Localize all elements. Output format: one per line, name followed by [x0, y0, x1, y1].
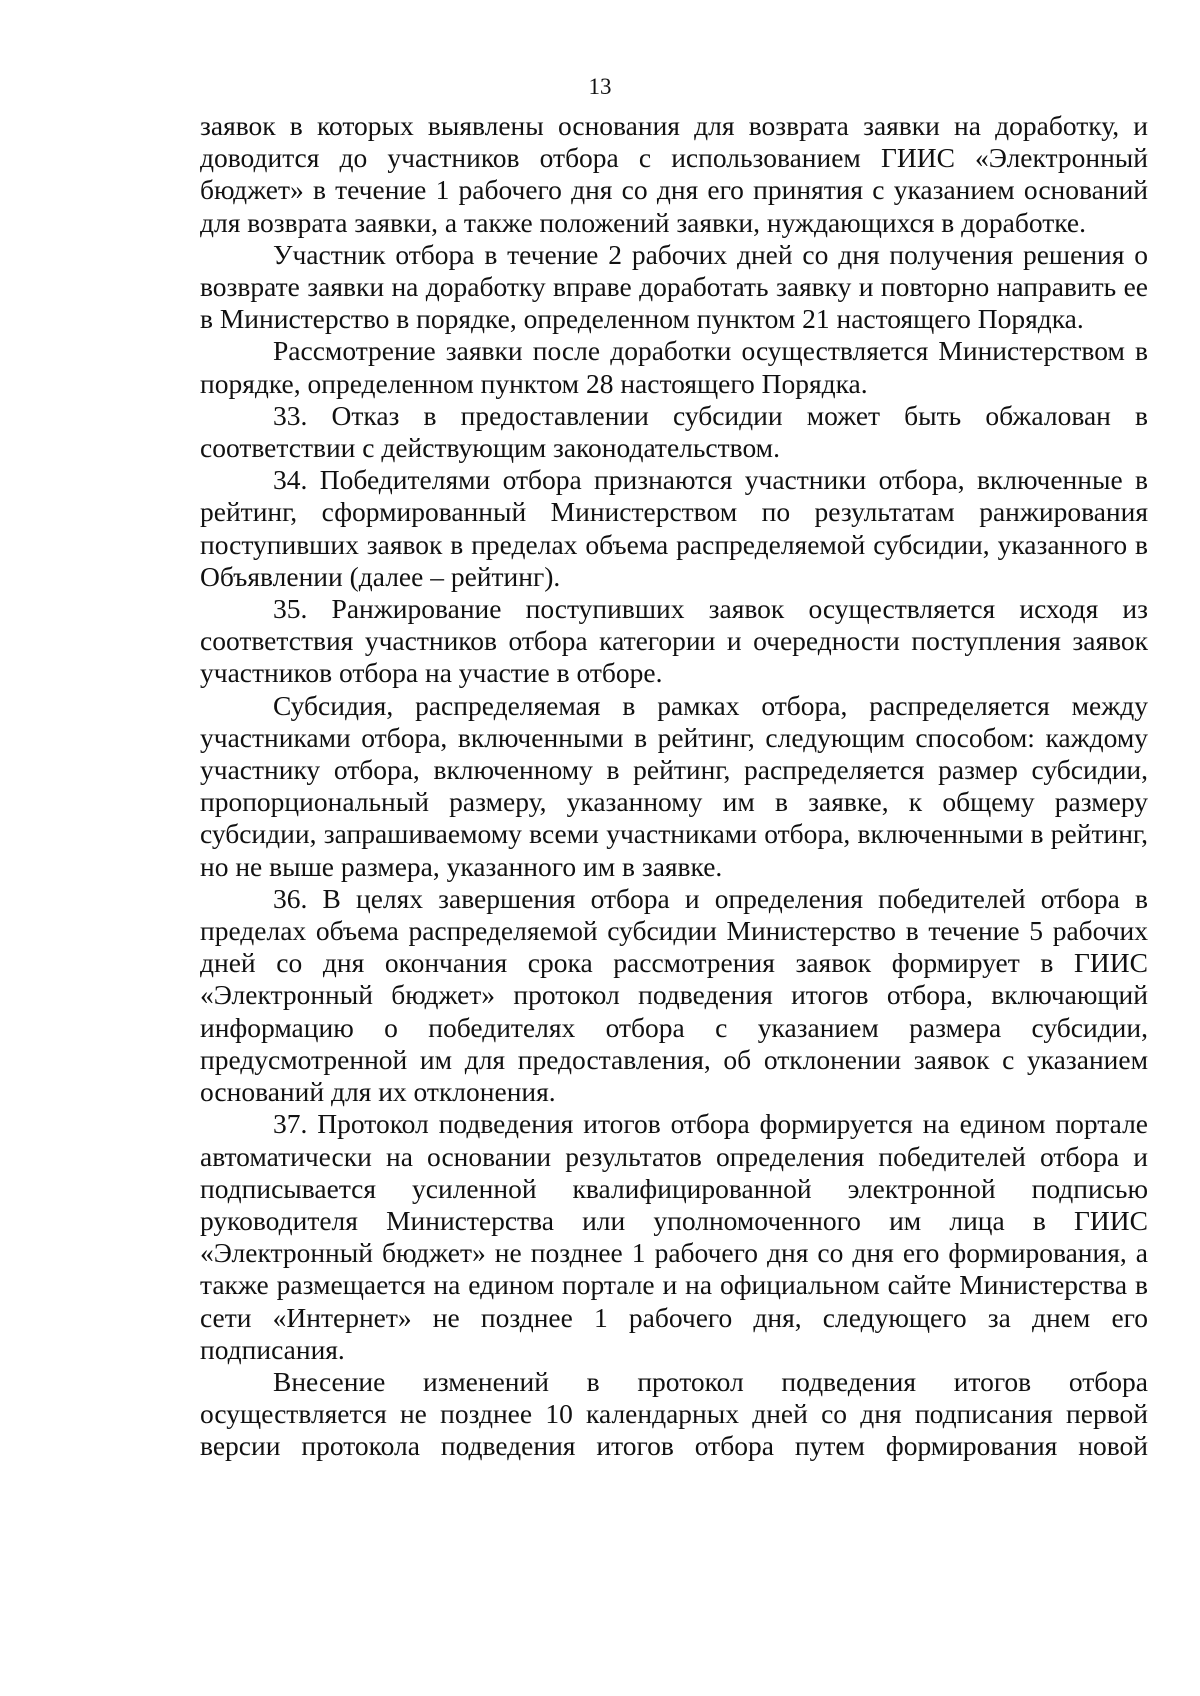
- paragraph-item-37: 37. Протокол подведения итогов отбора формируется на едином портале автоматически на основании результатов определения победителей отбора и подписывается усиленной квалифицированной электронной подписью руководителя Министерства или уполномоченного им лица в ГИИС «Электронный бюджет» не позднее 1 рабочего дня со дня его формирования, а также размещается на едином портале и на официальном сайте Министерства в сети «Интернет» не позднее 1 рабочего дня, следующего за днем его подписания.: [200, 1108, 1148, 1365]
- document-body: [200, 110, 1148, 1463]
- paragraph-item-34: 34. Победителями отбора признаются участники отбора, включенные в рейтинг, сформированный Министерством по результатам ранжирования поступивших заявок в пределах объема распределяемой субсидии, указанного в Объявлении (далее – рейтинг).: [200, 464, 1148, 592]
- paragraph-resubmission: Участник отбора в течение 2 рабочих дней со дня получения решения о возврате заявки на доработку вправе доработать заявку и повторно направить ее в Министерство в порядке, определенном пунктом 21 настоящего Порядка.: [200, 238, 1148, 335]
- page-number: 13: [588, 74, 612, 99]
- paragraph-item-33: 33. Отказ в предоставлении субсидии может быть обжалован в соответствии с действующим законодательством.: [200, 399, 1148, 464]
- paragraph-continuation: заявок в которых выявлены основания для возврата заявки на доработку, и доводится до участников отбора с использованием ГИИС «Электронный бюджет» в течение 1 рабочего дня со дня его принятия с указанием оснований для возврата заявки, а также положений заявки, нуждающихся в доработке.: [200, 110, 1148, 238]
- paragraph-item-35: 35. Ранжирование поступивших заявок осуществляется исходя из соответствия участников отбора категории и очередности поступления заявок участников отбора на участие в отборе.: [200, 593, 1148, 689]
- paragraph-protocol-changes: Внесение изменений в протокол подведения итогов отбора осуществляется не позднее 10 календарных дней со дня подписания первой версии протокола подведения итогов отбора путем формирования новой: [200, 1365, 1148, 1462]
- paragraph-subsidy-distribution: Субсидия, распределяемая в рамках отбора, распределяется между участниками отбора, включенными в рейтинг, следующим способом: каждому участнику отбора, включенному в рейтинг, распределяется размер субсидии, пропорциональный размеру, указанному им в заявке, к общему размеру субсидии, запрашиваемому всеми участниками отбора, включенными в рейтинг, но не выше размера, указанного им в заявке.: [200, 689, 1148, 882]
- paragraph-item-36: 36. В целях завершения отбора и определения победителей отбора в пределах объема распределяемой субсидии Министерство в течение 5 рабочих дней со дня окончания срока рассмотрения заявок формирует в ГИИС «Электронный бюджет» протокол подведения итогов отбора, включающий информацию о победителях отбора с указанием размера субсидии, предусмотренной им для предоставления, об отклонении заявок с указанием оснований для их отклонения.: [200, 882, 1148, 1108]
- paragraph-review-after-revision: Рассмотрение заявки после доработки осуществляется Министерством в порядке, определенном пунктом 28 настоящего Порядка.: [200, 335, 1148, 399]
